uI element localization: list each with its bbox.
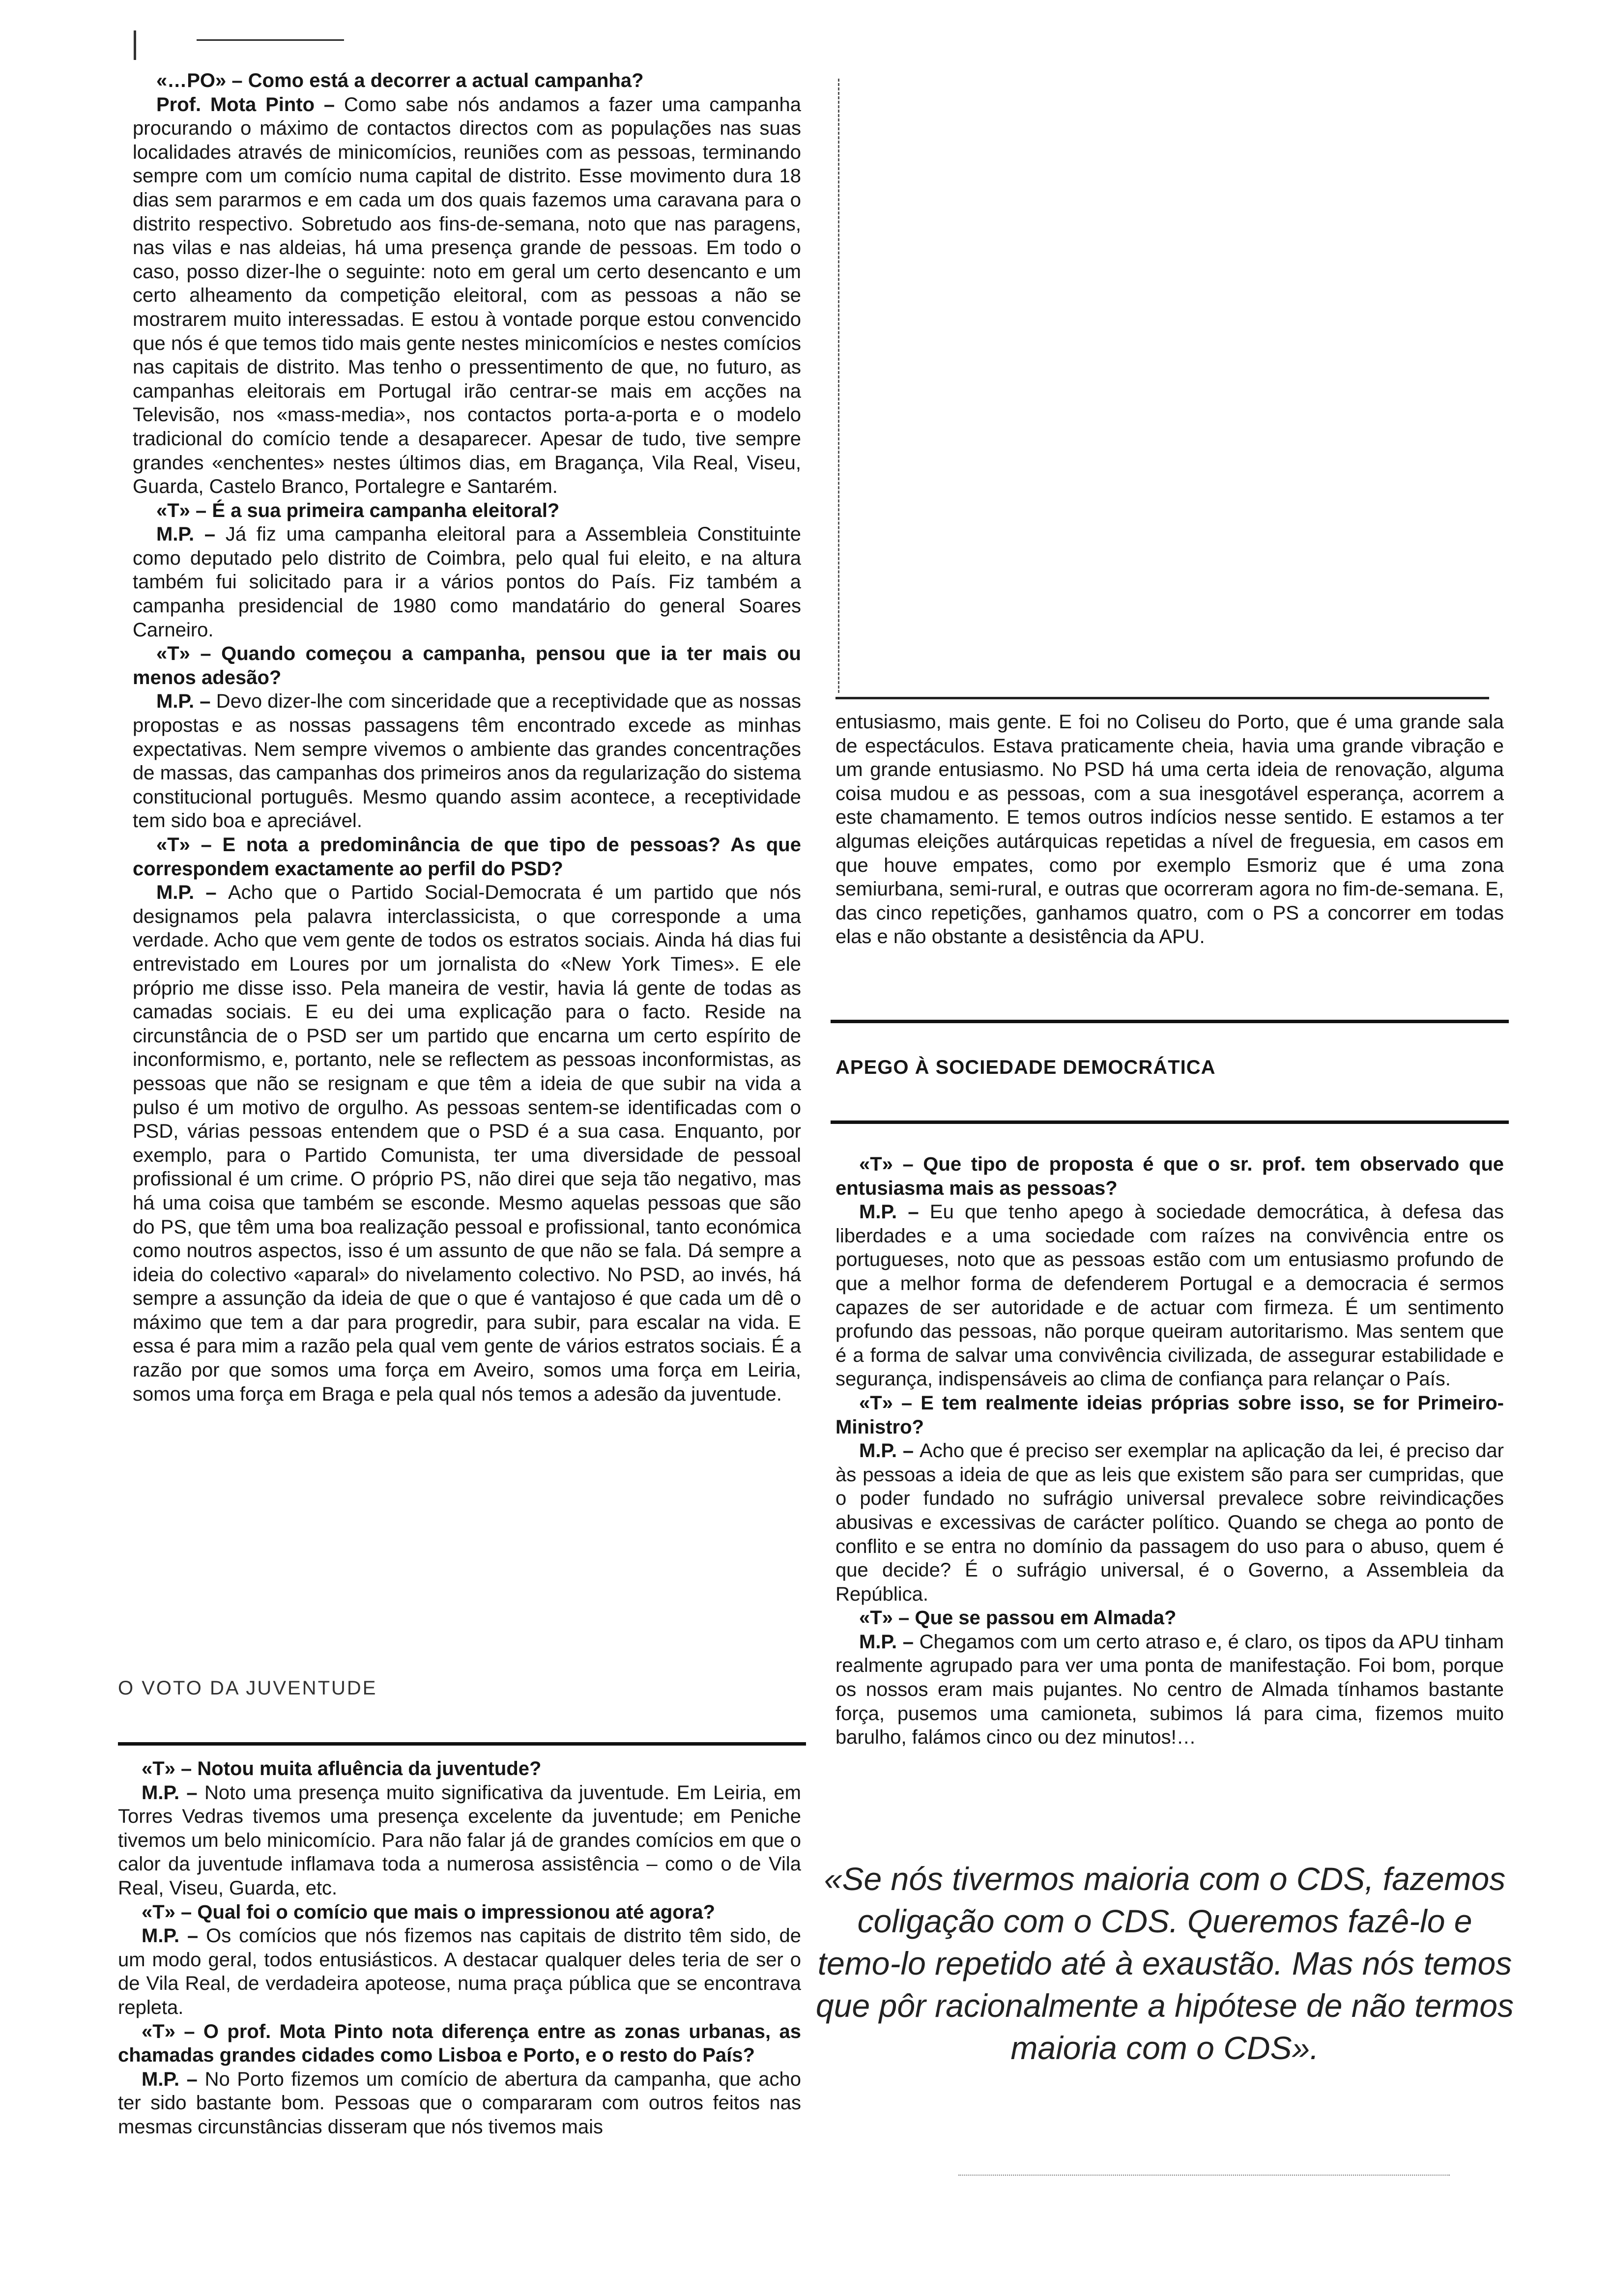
juventude-paragraphs xyxy=(118,1757,801,2139)
section-rule-apego-top xyxy=(831,1020,1509,1023)
speaker-label: «T» – xyxy=(142,1758,198,1779)
interview-answer xyxy=(835,1439,1504,1606)
interview-answer xyxy=(835,1630,1504,1750)
speaker-label: M.P. – xyxy=(859,1440,920,1462)
paragraph-text: Chegamos com um certo atraso e, é claro, os tipos da APU tinham realmente agrupado para ver uma ponta de manifestação. Foi bom, porque os nossos eram mais pujantes. No centro de Almada tínhamos bastante força, pusemos uma camioneta, subimos lá para cima, fizemos muito barulho, falámos cinco ou dez minutos!… xyxy=(835,1631,1504,1749)
speaker-label: M.P. – xyxy=(859,1631,920,1653)
paragraph-text: Devo dizer-lhe com sinceridade que a receptividade que as nossas propostas e as nossas passagens têm encontrado excede as minhas expectativas. Nem sempre vivemos o ambiente das grandes concentrações de massas, das campanhas dos primeiros anos da regularização do sistema constitucional português. Mesmo quando assim acontece, a receptividade tem sido boa e apreciável. xyxy=(133,690,801,832)
speaker-label: «T» – xyxy=(859,1392,921,1414)
paragraph-text: Que se passou em Almada? xyxy=(915,1607,1177,1629)
speaker-label: M.P. – xyxy=(142,1925,206,1947)
paragraph-text: Notou muita afluência da juventude? xyxy=(197,1758,542,1779)
speaker-label: «T» – xyxy=(156,643,222,665)
paragraph-text: Qual foi o comício que mais o impressionou até agora? xyxy=(197,1901,715,1923)
section-rule-apego-bottom xyxy=(831,1120,1509,1124)
interview-question xyxy=(118,2020,801,2067)
paragraph-text: entusiasmo, mais gente. E foi no Coliseu do Porto, que é uma grande sala de espectáculos. Estava praticamente cheia, havia uma grande vibração e um grande entusiasmo. No PSD há uma certa ideia de renovação, alguma coisa mudou e as pessoas, com a sua inesgotável esperança, acorrem a este chamamento. E temos outros indícios nesse sentido. E estamos a ter algumas eleições autárquicas repetidas a nível de freguesia, em casos em que houve empates, como por exemplo Esmoriz que é uma zona semiurbana, semi-rural, e outras que ocorreram agora no fim-de-semana. E, das cinco repetições, ganhamos quatro, com o PS a concorrer em todas elas e não obstante a desistência da APU. xyxy=(835,711,1504,948)
intro-question: «…PO» – Como está a decorrer a actual campanha? xyxy=(156,70,644,91)
left-column xyxy=(133,69,801,1406)
right-top-paragraphs xyxy=(835,710,1504,949)
speaker-label: «T» – xyxy=(142,1901,198,1923)
right-mid-paragraphs xyxy=(835,1152,1504,1750)
paragraph-text: Acho que o Partido Social-Democrata é um partido que nós designamos pela palavra interclassicista, o que corresponde a uma verdade. Acho que vem gente de todos os estratos sociais. Ainda há dias fui entrevistado em Loures por um jornalista do «New York Times». E ele próprio me disse isso. Pela maneira de vestir, havia lá gente de todas as camadas sociais. E eu dei uma explicação para o facto. Reside na circunstância de o PSD ser um partido que encarna um certo espírito de inconformismo, e, portanto, nele se reflectem as pessoas inconformistas, as pessoas que não se resignam e que têm a ideia de que subir na vida a pulso é um motivo de orgulho. As pessoas sentem-se identificadas com o PSD, várias pessoas entendem que o PSD é a sua casa. Enquanto, por exemplo, para o Partido Comunista, ter uma diversidade de pessoal profissional é um crime. O próprio PS, não direi que seja tão negativo, mas há uma coisa que também se esconde. Mesmo aquelas pessoas que são do PS, que têm uma boa realização pessoal e profissional, tanto económica como noutros aspectos, isso é um assunto de que não se fala. Dá sempre a ideia do colectivo «aparal» do nivelamento colectivo. No PSD, ao invés, há sempre a assunção da ideia de que o que é vantajoso é que cada um dê o máximo que tem a dar para progredir, para subir, para escalar na vida. E essa é para mim a razão pela qual vem gente de vários estratos sociais. É a razão por que somos uma força em Aveiro, somos uma força em Leiria, somos uma força em Braga e pela qual nós temos a adesão da juventude. xyxy=(133,882,802,1405)
paragraph-text: Já fiz uma campanha eleitoral para a Assembleia Constituinte como deputado pelo distrito de Coimbra, pelo qual fui eleito, e na altura também fui solicitado para ir a vários pontos do País. Fiz também a campanha presidencial de 1980 como mandatário do general Soares Carneiro. xyxy=(133,523,801,641)
speaker-label: «T» – xyxy=(156,499,212,521)
interview-answer xyxy=(133,689,801,833)
paragraph-text: E nota a predominância de que tipo de pessoas? As que correspondem exactamente ao perfil do PSD? xyxy=(133,834,801,880)
speaker-label: M.P. – xyxy=(156,882,228,904)
paragraph-text: Como sabe nós andamos a fazer uma campanha procurando o máximo de contactos directos com as populações nas suas localidades através de minicomícios, reuniões com as pessoas, terminando sempre com um comício numa capital de distrito. Esse movimento dura 18 dias sem pararmos e em cada um dos quais fazemos uma caravana para o distrito respectivo. Sobretudo aos fins-de-semana, noto que nas paragens, nas vilas e nas aldeias, há uma presença grande de pessoas. Em todo o caso, posso dizer-lhe o seguinte: noto em geral um certo desencanto e um certo alheamento da competição eleitoral, com as pessoas a não se mostrarem muito interessadas. E estou à vontade porque estou convencido que nós é que temos tido mais gente nestes minicomícios e nestes comícios nas capitais de distrito. Mas tenho o pressentimento de que, no futuro, as campanhas eleitorais em Portugal irão centrar-se mais em acções na Televisão, nos «mass-media», nos contactos porta-a-porta e o modelo tradicional do comício tende a desaparecer. Apesar de tudo, tive sempre grandes «enchentes» nestes últimos dias, em Bragança, Vila Real, Viseu, Guarda, Castelo Branco, Portalegre e Santarém. xyxy=(133,93,801,498)
speaker-label: M.P. – xyxy=(142,2068,205,2090)
interview-answer xyxy=(835,710,1504,949)
juventude-column xyxy=(118,1757,801,2139)
paragraph-text: É a sua primeira campanha eleitoral? xyxy=(212,499,560,521)
speaker-label: «T» – xyxy=(859,1153,923,1175)
interview-question xyxy=(835,1391,1504,1439)
margin-mark xyxy=(134,30,136,60)
speaker-label: M.P. – xyxy=(142,1781,204,1804)
paragraph-text: Os comícios que nós fizemos nas capitais de distrito têm sido, de um modo geral, todos entusiásticos. A destacar qualquer deles teria de ser o de Vila Real, de verdadeira apoteose, numa praça pública que se encontrava repleta. xyxy=(118,1925,801,2018)
speaker-label: «T» – xyxy=(859,1607,915,1629)
quote-footer-dots xyxy=(958,2175,1450,2181)
interview-answer xyxy=(133,522,801,642)
interview-answer xyxy=(118,2067,801,2139)
paragraph-text: Acho que é preciso ser exemplar na aplicação da lei, é preciso dar às pessoas a ideia de que as leis que existem são para ser cumpridas, que o poder fundado no sufrágio universal prevalece sobre reivindicações abusivas e excessivas de carácter político. Quando se chega ao ponto de conflito e se entra no domínio da passagem do uso para o abuso, quem é que decide? É o sufrágio universal, é o Governo, a Assembleia da República. xyxy=(835,1440,1504,1605)
interview-question xyxy=(133,499,801,523)
speaker-label: M.P. – xyxy=(859,1201,930,1223)
paragraph-text: Quando começou a campanha, pensou que ia ter mais ou menos adesão? xyxy=(133,643,801,689)
interview-question xyxy=(133,642,801,689)
paragraph-text: Noto uma presença muito significativa da juventude. Em Leiria, em Torres Vedras tivemos uma presença excelente da juventude; em Peniche tivemos um belo minicomício. Para não falar já de grandes comícios em que o calor da juventude inflamava toda a numerosa assistência – como o de Vila Real, Viseu, Guarda, etc. xyxy=(118,1781,801,1899)
right-column-mid xyxy=(835,1152,1504,1750)
top-rule xyxy=(197,39,344,41)
speaker-label: «T» – xyxy=(142,2020,203,2042)
speaker-label: «T» – xyxy=(156,834,223,856)
interview-question xyxy=(133,833,801,881)
section-title-apego: APEGO À SOCIEDADE DEMOCRÁTICA xyxy=(835,1057,1216,1078)
speaker-label: M.P. – xyxy=(156,690,216,713)
paragraph-text: O prof. Mota Pinto nota diferença entre as zonas urbanas, as chamadas grandes cidades como Lisboa e Porto, e o resto do País? xyxy=(118,2020,801,2066)
section-title-juventude: O VOTO DA JUVENTUDE xyxy=(118,1677,377,1699)
interview-answer xyxy=(118,1781,801,1900)
interview-question xyxy=(835,1152,1504,1200)
right-column-top xyxy=(835,710,1504,949)
speaker-label: Prof. Mota Pinto – xyxy=(156,93,344,115)
paragraph-text: Eu que tenho apego à sociedade democrática, à defesa das liberdades e a uma sociedade com raízes na convivência entre os portugueses, noto que as pessoas estão com um entusiasmo profundo de que a melhor forma de defenderem Portugal e a democracia é sermos capazes de ser autoridade e de actuar com firmeza. É um sentimento profundo das pessoas, não porque queiram autoritarismo. Mas sentem que é a forma de salvar uma convivência civilizada, de assegurar estabilidade e segurança, indispensáveis ao clima de confiança para relançar o País. xyxy=(835,1201,1504,1390)
interview-answer xyxy=(133,881,801,1406)
section-rule-juventude xyxy=(118,1742,806,1746)
photo-bottom-rule xyxy=(835,697,1489,699)
interview-question xyxy=(118,1757,801,1781)
interview-question xyxy=(118,1900,801,1924)
paragraph-text: No Porto fizemos um comício de abertura da campanha, que acho ter sido bastante bom. Pessoas que o compararam com outros feitos nas mesmas circunstâncias disseram que nós tivemos mais xyxy=(118,2068,802,2138)
interview-question xyxy=(835,1606,1504,1630)
photo-left-edge xyxy=(838,79,839,693)
pull-quote: «Se nós tivermos maioria com o CDS, fazemos coligação com o CDS. Queremos fazê-lo e temo-lo repetido até à exaustão. Mas nós temos que pôr racionalmente a hipótese de não termos maioria com o CDS». xyxy=(816,1861,1514,2066)
speaker-label: M.P. – xyxy=(156,523,226,545)
paragraph-text: Que tipo de proposta é que o sr. prof. tem observado que entusiasma mais as pessoas? xyxy=(835,1153,1504,1199)
interview-answer xyxy=(835,1200,1504,1391)
interview-answer xyxy=(118,1924,801,2019)
interview-answer xyxy=(133,93,801,499)
paragraph-text: E tem realmente ideias próprias sobre isso, se for Primeiro-Ministro? xyxy=(835,1392,1504,1438)
left-paragraphs xyxy=(133,93,801,1406)
